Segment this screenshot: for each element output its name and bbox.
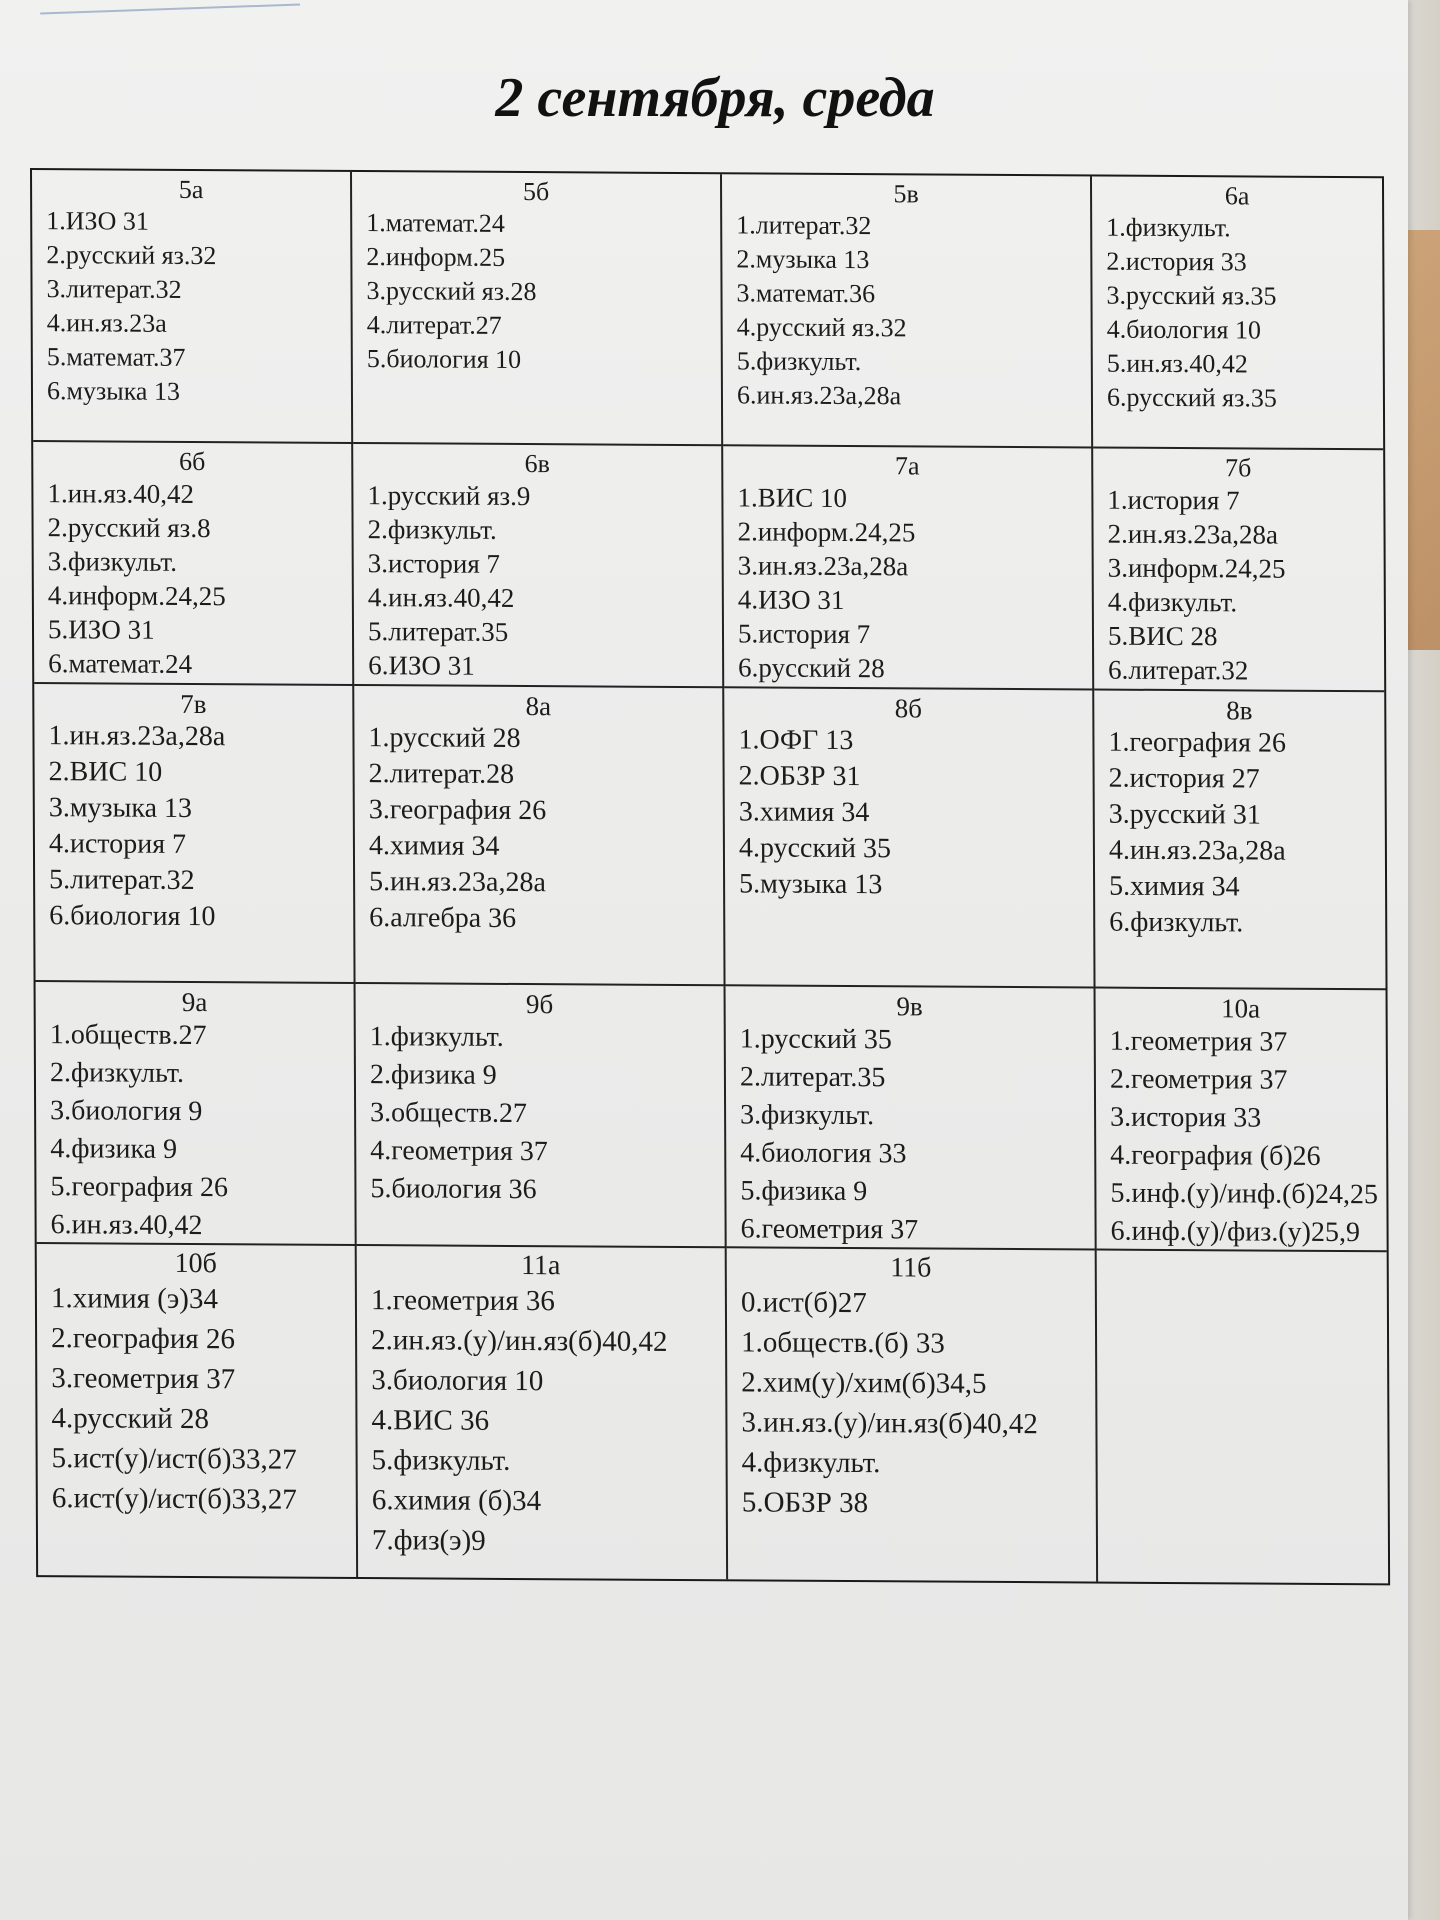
class-name: 5а: [178, 174, 204, 205]
lesson-item: 5.история 7: [737, 618, 871, 650]
lesson-item: 1.геометрия 37: [1109, 1025, 1288, 1058]
lesson-item: 4.литерат.27: [366, 310, 502, 340]
lesson-item: 3.география 26: [368, 794, 547, 827]
lesson-item: 1.обществ.27: [49, 1019, 207, 1052]
lesson-item: 5.литерат.35: [367, 616, 509, 647]
lesson-list: [367, 478, 708, 684]
lesson-item: 4.история 7: [48, 828, 187, 860]
class-cell: [1096, 989, 1387, 1253]
lesson-item: 1.геометрия 36: [370, 1284, 555, 1318]
lesson-list: [366, 206, 707, 378]
lesson-item: 3.математ.36: [736, 278, 876, 309]
lesson-item: 6.математ.24: [48, 648, 193, 680]
lesson-item: 5.ОБЗР 38: [741, 1486, 869, 1520]
lesson-item: 5.ВИС 28: [1107, 620, 1218, 652]
class-name: 9а: [181, 986, 208, 1018]
lesson-item: 4.ИЗО 31: [737, 584, 845, 615]
class-name: 6б: [179, 446, 206, 477]
lesson-item: 4.химия 34: [368, 830, 500, 862]
lesson-item: 2.история 27: [1108, 762, 1260, 795]
lesson-item: 3.обществ.27: [370, 1097, 527, 1130]
class-cell: [34, 684, 355, 984]
class-name: 7в: [180, 688, 207, 720]
class-name: 6а: [1224, 181, 1250, 211]
lesson-item: 1.ОФГ 13: [738, 724, 854, 757]
lesson-item: 1.физкульт.: [1106, 212, 1231, 243]
lesson-item: 1.русский 28: [368, 722, 521, 755]
lesson-item: 3.химия 34: [738, 796, 870, 829]
lesson-item: 4.геометрия 37: [370, 1135, 548, 1168]
class-cell: [354, 686, 725, 986]
lesson-list: [51, 1278, 342, 1520]
lesson-item: 5.биология 36: [370, 1173, 537, 1206]
class-cell: [352, 172, 723, 446]
lesson-item: 5.химия 34: [1109, 870, 1240, 903]
lesson-item: 1.литерат.32: [736, 210, 872, 241]
class-name: 11а: [520, 1250, 561, 1282]
lesson-list: [370, 1018, 711, 1210]
class-name: 11б: [890, 1252, 932, 1284]
lesson-item: 4.ин.яз.23а,28а: [1108, 834, 1286, 867]
lesson-item: 2.ин.яз.(у)/ин.яз(б)40,42: [371, 1324, 668, 1358]
lesson-item: 3.русский яз.35: [1106, 280, 1277, 311]
lesson-item: 6.литерат.32: [1108, 654, 1249, 686]
lesson-item: 2.хим(у)/хим(б)34,5: [741, 1366, 987, 1400]
lesson-item: 2.русский яз.32: [46, 240, 217, 271]
lesson-item: 2.музыка 13: [736, 244, 870, 275]
lesson-item: 2.литерат.35: [739, 1061, 886, 1094]
lesson-item: 5.ист(у)/ист(б)33,27: [51, 1442, 297, 1476]
lesson-item: 1.ВИС 10: [737, 482, 847, 513]
empty-cell: [1097, 1251, 1388, 1584]
lesson-item: 5.физкульт.: [736, 346, 862, 377]
page-title: 2 сентября, среда: [495, 67, 935, 129]
lesson-item: 4.ин.яз.23а: [46, 308, 167, 338]
lesson-item: 4.русский 35: [738, 832, 892, 865]
lesson-item: 2.история 33: [1106, 246, 1247, 277]
class-name: 9б: [525, 989, 554, 1020]
lesson-item: 1.русский 35: [739, 1023, 892, 1056]
lesson-item: 2.физкульт.: [49, 1057, 184, 1089]
lesson-list: [47, 476, 338, 682]
lesson-list: [740, 1020, 1081, 1250]
lesson-item: 3.физкульт.: [740, 1099, 875, 1132]
lesson-list: [741, 1282, 1082, 1524]
class-name: 8б: [894, 693, 923, 724]
lesson-item: 6.музыка 13: [46, 376, 181, 406]
lesson-item: 6.ист(у)/ист(б)33,27: [51, 1482, 297, 1516]
lesson-list: [1109, 1023, 1379, 1253]
lesson-item: 1.математ.24: [366, 208, 505, 238]
class-name: 8в: [1226, 695, 1253, 726]
class-cell: [727, 1248, 1098, 1581]
lesson-item: 6.инф.(у)/физ.(у)25,9: [1110, 1215, 1361, 1249]
lesson-item: 4.информ.24,25: [47, 580, 226, 612]
lesson-item: 3.история 33: [1110, 1101, 1262, 1134]
lesson-list: [1108, 725, 1371, 943]
lesson-item: 4.биология 10: [1106, 314, 1262, 345]
class-cell: [726, 986, 1097, 1250]
lesson-item: 5.ин.яз.23а,28а: [369, 866, 546, 899]
lesson-item: 5.география 26: [50, 1171, 228, 1204]
class-name: 7а: [894, 451, 920, 481]
lesson-item: 2.литерат.28: [368, 758, 515, 790]
class-cell: [357, 1246, 728, 1579]
lesson-item: 2.география 26: [51, 1322, 235, 1356]
lesson-item: 4.ВИС 36: [371, 1404, 490, 1437]
lesson-item: 1.ИЗО 31: [46, 206, 149, 236]
lesson-item: 3.физкульт.: [47, 546, 177, 577]
lesson-item: 3.история 7: [367, 548, 501, 579]
lesson-item: 2.геометрия 37: [1109, 1063, 1288, 1096]
lesson-item: 6.химия (б)34: [371, 1484, 542, 1518]
lesson-item: 3.русский 31: [1108, 798, 1261, 831]
lesson-list: [1106, 211, 1369, 417]
lesson-item: 5.физкульт.: [371, 1444, 511, 1477]
schedule-table: [30, 168, 1390, 1585]
lesson-item: 3.литерат.32: [46, 274, 182, 304]
lesson-item: 6.русский яз.35: [1106, 382, 1277, 413]
lesson-item: 3.биология 9: [50, 1095, 203, 1128]
class-name: 7б: [1225, 453, 1252, 483]
lesson-list: [738, 722, 1079, 904]
lesson-item: 2.физика 9: [369, 1059, 497, 1091]
lesson-item: 1.обществ.(б) 33: [741, 1326, 945, 1360]
lesson-item: 1.ин.яз.40,42: [47, 478, 194, 510]
lesson-item: 5.ин.яз.40,42: [1106, 348, 1248, 379]
lesson-item: 5.литерат.32: [49, 864, 195, 897]
lesson-item: 6.ин.яз.40,42: [50, 1209, 203, 1242]
lesson-item: 4.ин.яз.40,42: [367, 582, 515, 613]
class-cell: [36, 982, 357, 1246]
class-cell: [33, 442, 354, 686]
lesson-item: 5.инф.(у)/инф.(б)24,25: [1110, 1177, 1379, 1211]
class-name: 5б: [522, 177, 550, 207]
lesson-item: 5.ИЗО 31: [47, 614, 155, 645]
lesson-item: 1.физкульт.: [369, 1021, 504, 1053]
lesson-list: [737, 480, 1078, 686]
lesson-item: 6.физкульт.: [1109, 906, 1244, 939]
lesson-item: 6.геометрия 37: [740, 1213, 919, 1246]
lesson-item: 6.ин.яз.23а,28а: [736, 380, 902, 411]
lesson-item: 3.биология 10: [371, 1364, 544, 1398]
lesson-item: 6.алгебра 36: [369, 902, 517, 934]
lesson-item: 4.русский яз.32: [736, 312, 907, 343]
lesson-item: 0.ист(б)27: [740, 1286, 867, 1320]
class-cell: [723, 446, 1094, 690]
lesson-item: 4.физкульт.: [1107, 586, 1238, 618]
lesson-item: 3.информ.24,25: [1107, 552, 1286, 584]
class-cell: [356, 984, 727, 1248]
class-cell: [724, 688, 1095, 988]
lesson-item: 4.русский 28: [51, 1402, 210, 1436]
lesson-item: 2.ОБЗР 31: [738, 760, 861, 793]
lesson-item: 3.музыка 13: [48, 792, 193, 825]
lesson-item: 3.ин.яз.23а,28а: [737, 550, 909, 582]
lesson-list: [48, 718, 339, 936]
lesson-item: 1.ин.яз.23а,28а: [48, 720, 226, 753]
class-name: 10а: [1221, 993, 1261, 1024]
lesson-item: 1.география 26: [1108, 726, 1286, 759]
class-cell: [353, 444, 724, 688]
lesson-item: 2.ВИС 10: [48, 756, 163, 788]
lesson-item: 2.информ.25: [366, 242, 506, 272]
class-cell: [37, 1244, 358, 1577]
lesson-item: 3.ин.яз.(у)/ин.яз(б)40,42: [741, 1406, 1038, 1441]
class-cell: [1092, 176, 1383, 450]
lesson-item: 7.физ(э)9: [371, 1524, 486, 1557]
lesson-item: 5.музыка 13: [739, 868, 883, 901]
class-name: 9в: [896, 991, 923, 1022]
lesson-item: 2.русский яз.8: [47, 512, 211, 544]
lesson-item: 1.история 7: [1107, 484, 1240, 516]
class-cell: [32, 170, 353, 444]
lesson-item: 5.математ.37: [46, 342, 186, 372]
lesson-item: 3.геометрия 37: [51, 1362, 236, 1396]
class-name: 8а: [525, 691, 552, 722]
lesson-list: [368, 720, 709, 938]
class-name: 6в: [524, 449, 550, 479]
lesson-item: 2.физкульт.: [367, 514, 497, 545]
lesson-item: 5.биология 10: [366, 344, 522, 375]
lesson-item: 5.физика 9: [740, 1175, 868, 1208]
lesson-item: 6.русский 28: [738, 652, 885, 684]
lesson-item: 6.ИЗО 31: [368, 650, 475, 681]
pen-mark: [40, 0, 300, 15]
class-name: 10б: [174, 1247, 217, 1280]
lesson-item: 1.химия (э)34: [50, 1282, 218, 1316]
lesson-item: 4.физика 9: [50, 1133, 178, 1165]
lesson-item: 4.физкульт.: [741, 1446, 881, 1480]
class-cell: [1094, 691, 1385, 991]
lesson-item: 3.русский яз.28: [366, 276, 537, 307]
lesson-item: 4.биология 33: [740, 1137, 907, 1170]
lesson-list: [50, 1016, 341, 1246]
lesson-item: 1.русский яз.9: [367, 480, 531, 512]
lesson-list: [371, 1280, 712, 1562]
class-cell: [1093, 448, 1384, 692]
class-cell: [722, 174, 1093, 448]
lesson-item: 6.биология 10: [49, 900, 216, 933]
class-name: 5в: [893, 179, 919, 209]
lesson-item: 4.география (б)26: [1110, 1139, 1321, 1172]
lesson-item: 2.информ.24,25: [737, 516, 916, 548]
lesson-list: [46, 204, 337, 410]
lesson-item: 2.ин.яз.23а,28а: [1107, 518, 1279, 550]
lesson-list: [1107, 483, 1370, 689]
lesson-list: [736, 208, 1077, 414]
